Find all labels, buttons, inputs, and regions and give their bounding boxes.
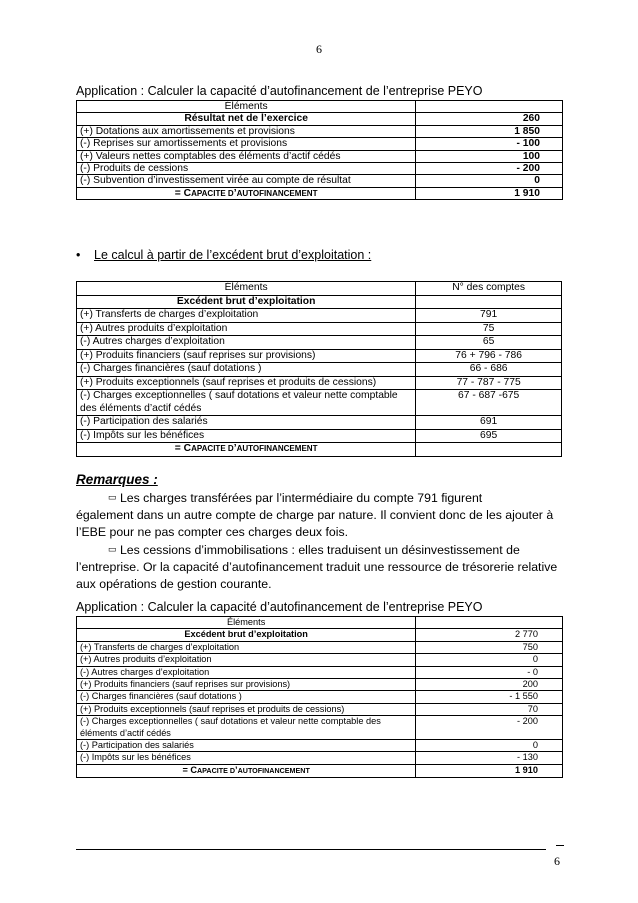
row-label: Résultat net de l’exercice: [77, 113, 416, 125]
table-row: [77, 125, 563, 137]
row-label: (-) Charges financières (sauf dotations ): [77, 691, 416, 703]
row-accounts: 76 + 796 - 786: [416, 349, 562, 363]
application-title-1: Application : Calculer la capacité d’autofinancement de l’entreprise PEYO: [76, 84, 483, 98]
row-label: Excédent brut d’exploitation: [77, 295, 416, 309]
row-label: (-) Charges exceptionnelles ( sauf dotations et valeur nette comptable des éléments d’actif cédés: [77, 390, 416, 416]
row-value: 70: [416, 703, 563, 715]
row-value: 200: [416, 679, 563, 691]
table-header-row: [77, 101, 563, 113]
row-value: 750: [416, 641, 563, 653]
row-value: - 200: [416, 163, 563, 175]
total-row: [77, 764, 563, 777]
remarques-title: Remarques :: [76, 472, 158, 487]
row-label: (-) Charges financières (sauf dotations ): [77, 363, 416, 377]
table-row: [77, 679, 563, 691]
table-row: [77, 150, 563, 162]
remarque-2-continued: l’entreprise. Or la capacité d’autofinancement traduit une ressource de trésorerie relative aux opérations de gestion courante.: [76, 560, 558, 592]
row-value: 1 850: [416, 125, 563, 137]
row-value: 260: [416, 113, 563, 125]
table-row: [77, 641, 563, 653]
row-value: - 0: [416, 666, 563, 678]
table-row: [77, 309, 562, 323]
row-label: (+) Transferts de charges d’exploitation: [77, 641, 416, 653]
table-row: [77, 691, 563, 703]
row-label: (+) Autres produits d’exploitation: [77, 322, 416, 336]
table-row: [77, 336, 562, 350]
ebe-accounts-table: [76, 281, 562, 457]
bullet-text: Le calcul à partir de l’excédent brut d’exploitation :: [94, 248, 372, 262]
row-value: - 100: [416, 138, 563, 150]
total-row: [77, 187, 563, 199]
row-label: (-) Impôts sur les bénéfices: [77, 429, 416, 443]
footer-dash: [556, 845, 564, 846]
table-row: [77, 175, 563, 187]
row-label: (+) Valeurs nettes comptables des éléments d’actif cédés: [77, 150, 416, 162]
application-title-2: Application : Calculer la capacité d’autofinancement de l’entreprise PEYO: [76, 600, 483, 614]
row-value: - 1 550: [416, 691, 563, 703]
table-row: [77, 703, 563, 715]
table-row: [77, 416, 562, 430]
table-row: [77, 349, 562, 363]
row-value: 0: [416, 740, 563, 752]
table-header-row: [77, 617, 563, 629]
remarque-2: ▭ Les cessions d’immobilisations : elles traduisent un désinvestissement de: [108, 543, 520, 558]
table-row: [77, 716, 563, 740]
row-label: (+) Produits exceptionnels (sauf reprises et produits de cessions): [77, 703, 416, 715]
square-bullet-icon: ▭: [108, 544, 117, 555]
row-label: (-) Charges exceptionnelles ( sauf dotations et valeur nette comptable des éléments d’actif cédés: [77, 716, 416, 740]
table-row: [77, 752, 563, 764]
table-row: [77, 322, 562, 336]
table-row: [77, 629, 563, 641]
row-label: (-) Produits de cessions: [77, 163, 416, 175]
caf-table-2: [76, 616, 563, 778]
row-accounts: 65: [416, 336, 562, 350]
row-value: 0: [416, 175, 563, 187]
row-value: 100: [416, 150, 563, 162]
bullet-icon: •: [76, 248, 81, 262]
row-label: (+) Transferts de charges d’exploitation: [77, 309, 416, 323]
table-row: [77, 376, 562, 390]
table-row: [77, 113, 563, 125]
row-label: (-) Participation des salariés: [77, 416, 416, 430]
bullet-heading: [76, 248, 371, 262]
row-label: (-) Reprises sur amortissements et provisions: [77, 138, 416, 150]
remarques-body: [76, 489, 566, 594]
row-accounts: 77 - 787 - 775: [416, 376, 562, 390]
header-accounts: N° des comptes: [416, 282, 562, 296]
row-label: (+) Autres produits d’exploitation: [77, 654, 416, 666]
caf-table-1: [76, 100, 563, 200]
total-row: [77, 443, 562, 457]
total-label: = CAPACITE D’AUTOFINANCEMENT: [77, 187, 416, 199]
table-row: [77, 390, 562, 416]
row-label: (+) Produits financiers (sauf reprises sur provisions): [77, 349, 416, 363]
table-row: [77, 740, 563, 752]
total-label: = CAPACITE D’AUTOFINANCEMENT: [77, 764, 416, 777]
total-value: 1 910: [416, 764, 563, 777]
table-row: [77, 295, 562, 309]
header-elements: Éléments: [77, 282, 416, 296]
row-label: (+) Produits financiers (sauf reprises sur provisions): [77, 679, 416, 691]
table-row: [77, 163, 563, 175]
total-value: 1 910: [416, 187, 563, 199]
row-value: - 200: [416, 716, 563, 740]
square-bullet-icon: ▭: [108, 492, 117, 502]
row-accounts: 691: [416, 416, 562, 430]
table-row: [77, 666, 563, 678]
row-accounts: 75: [416, 322, 562, 336]
row-label: (-) Autres charges d’exploitation: [77, 336, 416, 350]
row-value: 0: [416, 654, 563, 666]
row-label: Excédent brut d’exploitation: [77, 629, 416, 641]
row-label: (-) Subvention d’investissement virée au compte de résultat: [77, 175, 416, 187]
table-header-row: [77, 282, 562, 296]
table-row: [77, 429, 562, 443]
total-label: = CAPACITE D’AUTOFINANCEMENT: [77, 443, 416, 457]
remarque-1: ▭ Les charges transférées par l’intermédiaire du compte 791 figurent: [108, 491, 483, 505]
row-value: 2 770: [416, 629, 563, 641]
row-value: - 130: [416, 752, 563, 764]
table-row: [77, 138, 563, 150]
row-accounts: 66 - 686: [416, 363, 562, 377]
row-accounts: 695: [416, 429, 562, 443]
row-accounts: 791: [416, 309, 562, 323]
row-label: (-) Participation des salariés: [77, 740, 416, 752]
row-label: (+) Produits exceptionnels (sauf reprises et produits de cessions): [77, 376, 416, 390]
row-label: (-) Impôts sur les bénéfices: [77, 752, 416, 764]
table-row: [77, 654, 563, 666]
remarque-1-continued: également dans un autre compte de charge par nature. Il convient donc de les ajouter à l’EBE pour ne pas compter ces charges deux fois.: [76, 508, 554, 540]
page-number-top: 6: [316, 42, 322, 56]
header-elements: Éléments: [77, 101, 416, 113]
row-label: (+) Dotations aux amortissements et provisions: [77, 125, 416, 137]
row-label: (-) Autres charges d’exploitation: [77, 666, 416, 678]
page-number-bottom: 6: [554, 854, 560, 868]
table-row: [77, 363, 562, 377]
footer-divider: [76, 849, 546, 850]
row-accounts: 67 - 687 -675: [416, 390, 562, 416]
header-elements: Éléments: [77, 617, 416, 629]
